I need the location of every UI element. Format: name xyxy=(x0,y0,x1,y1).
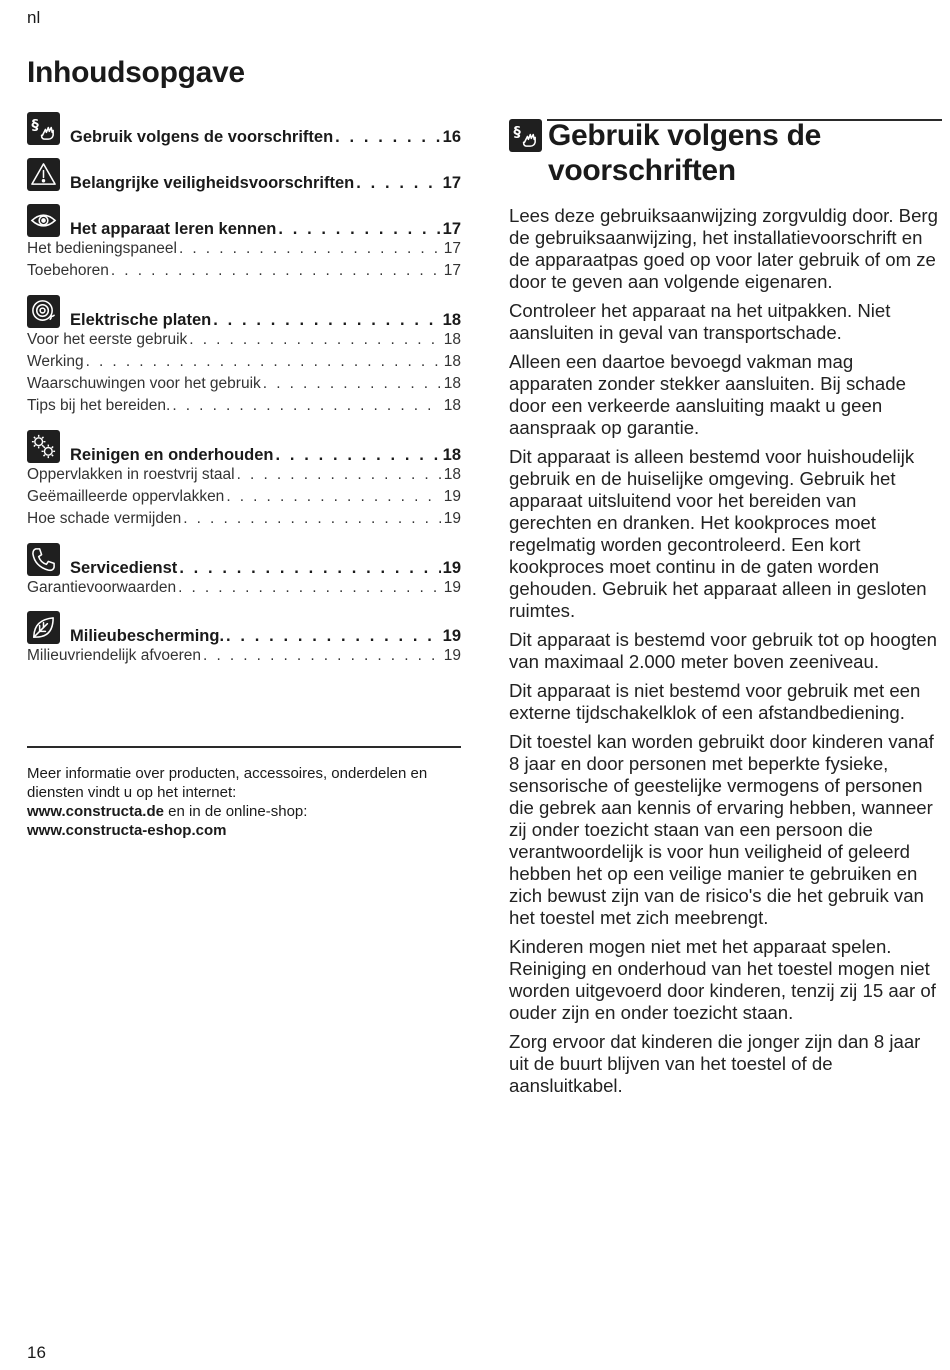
toc-subentry[interactable] xyxy=(27,510,461,532)
toc-subentry-label: Het bedieningspaneel xyxy=(27,240,177,257)
section-hand-icon xyxy=(27,112,60,145)
toc-subentry[interactable] xyxy=(27,647,461,669)
toc-subentry-label: Hoe schade vermijden xyxy=(27,510,182,528)
toc-heading-entry[interactable] xyxy=(27,158,461,194)
toc-subentry-label: Waarschuwingen voor het gebruik xyxy=(27,375,261,393)
toc-leader-dots xyxy=(179,559,440,578)
leaf-icon xyxy=(27,611,60,644)
body-paragraph: Lees deze gebruiksaanwijzing zorgvuldig door. Berg de gebruiksaanwijzing, het installatievoorschrift en de apparaatpas goed op voor later gebruik of om ze door te geven aan volgende eigenaren. xyxy=(509,205,938,293)
section-title-text: Gebruik volgens de voorschriften xyxy=(548,119,822,187)
toc-page-number: 17 xyxy=(443,240,461,257)
toc-heading-entry[interactable] xyxy=(27,430,461,466)
toc-subentry-label: Milieuvriendelijk afvoeren xyxy=(27,646,202,664)
toc-leader-dots xyxy=(179,240,442,258)
svg-text:§: § xyxy=(31,117,39,134)
toc-subentry-label: Oppervlakken in roestvrij staal xyxy=(27,465,235,483)
body-paragraph: Zorg ervoor dat kinderen die jonger zijn dan 8 jaar uit de buurt blijven van het toestel of de aansluitkabel. xyxy=(509,1031,921,1097)
toc-leader-dots xyxy=(276,446,441,465)
toc-subentry-label: Toebehoren xyxy=(27,262,109,280)
footer-mid-text: en in de online-shop: xyxy=(168,803,308,820)
toc-subentry[interactable] xyxy=(27,397,461,419)
section-body xyxy=(509,205,941,1104)
toc-page-number: 19 xyxy=(442,626,461,645)
toc-section xyxy=(27,158,461,194)
toc-section xyxy=(27,112,461,148)
toc-leader-dots xyxy=(213,311,440,330)
footer-divider xyxy=(27,746,461,748)
table-of-contents xyxy=(27,112,461,679)
footer-info-text: Meer informatie over producten, accessoires, onderdelen en diensten vindt u op het internet: xyxy=(27,765,428,801)
toc-subentry-label: Garantievoorwaarden xyxy=(27,578,177,596)
section-hand-icon xyxy=(509,119,542,152)
toc-subentry[interactable] xyxy=(27,262,461,284)
toc-subentry[interactable] xyxy=(27,375,461,397)
svg-text:§: § xyxy=(513,124,521,141)
toc-heading-label: Reinigen en onderhouden xyxy=(70,445,274,464)
toc-page-number: 17 xyxy=(442,220,461,238)
toc-heading-label: Servicedienst xyxy=(70,558,178,577)
toc-page-number: 18 xyxy=(443,330,461,348)
toc-heading-entry[interactable] xyxy=(27,204,461,240)
toc-leader-dots xyxy=(356,174,440,193)
toc-page-number: 18 xyxy=(443,465,461,483)
toc-leader-dots xyxy=(278,220,440,239)
toc-page-number: 18 xyxy=(442,445,461,464)
toc-page-number: 19 xyxy=(442,558,461,577)
body-paragraph: Controleer het apparaat na het uitpakken. Niet aansluiten in geval van transportschade. xyxy=(509,299,891,344)
toc-heading-entry[interactable] xyxy=(27,543,461,579)
toc-subentry[interactable] xyxy=(27,488,461,510)
footer-info xyxy=(27,764,461,840)
toc-section xyxy=(27,295,461,420)
toc-subentry-label: Werking xyxy=(27,352,84,370)
section-title xyxy=(548,118,950,188)
footer-link-constructa[interactable]: www.constructa.de xyxy=(27,803,164,820)
toc-heading-entry[interactable] xyxy=(27,295,461,331)
toc-leader-dots xyxy=(263,375,442,393)
toc-leader-dots xyxy=(226,488,441,506)
toc-page-number: 19 xyxy=(443,646,461,664)
toc-page-number: 17 xyxy=(443,262,461,280)
toc-subentry[interactable] xyxy=(27,579,461,601)
toc-subentry[interactable] xyxy=(27,353,461,375)
phone-icon xyxy=(27,543,60,576)
toc-leader-dots xyxy=(111,262,442,280)
cleaning-gear-icon xyxy=(27,430,60,463)
toc-page-number: 16 xyxy=(442,128,461,146)
toc-leader-dots xyxy=(183,510,442,528)
toc-heading-label: Gebruik volgens de voorschriften xyxy=(70,128,334,146)
toc-section xyxy=(27,543,461,601)
toc-page-number: 19 xyxy=(443,510,461,528)
toc-page-number: 18 xyxy=(443,397,461,415)
toc-title: Inhoudsopgave xyxy=(27,56,245,89)
toc-page-number: 17 xyxy=(442,174,461,192)
language-code: nl xyxy=(27,8,41,27)
toc-subentry-label: Geëmailleerde oppervlakken xyxy=(27,488,225,506)
warning-triangle-icon xyxy=(27,158,60,191)
toc-heading-entry[interactable] xyxy=(27,112,461,148)
toc-page-number: 18 xyxy=(442,310,461,329)
body-paragraph: Kinderen mogen niet met het apparaat spelen. Reiniging en onderhoud van het toestel mogen niet worden uitgevoerd door kinderen, tenzij zij 15 aar of ouder zijn en onder toezicht staan. xyxy=(509,936,936,1024)
toc-section xyxy=(27,430,461,533)
eye-icon xyxy=(27,204,60,237)
body-paragraph: Dit toestel kan worden gebruikt door kinderen vanaf 8 jaar en door personen met beperkte fysieke, sensorische of geestelijke vermogens of personen die gebrek aan kennis of ervaring hebben, wanneer zij onder toezicht staan van een persoon die verantwoordelijk is voor hun veiligheid of geleerd hebben het op een veilige manier te gebruiken en zich bewust zijn van de risico's die het gebruik van het toestel met zich meebrengt. xyxy=(509,730,934,929)
toc-leader-dots xyxy=(178,579,442,597)
toc-page-number: 19 xyxy=(443,578,461,596)
hotplate-icon xyxy=(27,295,60,328)
toc-subentry[interactable] xyxy=(27,466,461,488)
toc-leader-dots xyxy=(172,397,441,415)
toc-leader-dots xyxy=(189,331,441,349)
toc-leader-dots xyxy=(203,647,442,665)
toc-subentry[interactable] xyxy=(27,240,461,262)
toc-heading-label: Het apparaat leren kennen xyxy=(70,220,277,238)
toc-page-number: 18 xyxy=(443,352,461,370)
toc-leader-dots xyxy=(335,128,440,147)
body-paragraph: Dit apparaat is niet bestemd voor gebruik met een externe tijdschakelklok of een afstandbediening. xyxy=(509,679,921,723)
toc-section xyxy=(27,611,461,669)
toc-subentry-label: Tips bij het bereiden. xyxy=(27,397,171,415)
page-number: 16 xyxy=(27,1343,46,1362)
toc-heading-entry[interactable] xyxy=(27,611,461,647)
toc-heading-label: Belangrijke veiligheidsvoorschriften xyxy=(70,174,355,192)
toc-page-number: 18 xyxy=(443,375,461,393)
toc-heading-label: Elektrische platen xyxy=(70,310,212,329)
body-paragraph: Dit apparaat is alleen bestemd voor huishoudelijk gebruik en de huiselijke omgeving. Gebruik het apparaat uitsluitend voor het bereiden van gerechten en dranken. Het kookproces moet regelmatig worden gecontroleerd. Een kort kookproces moet continu in de gaten worden gehouden. Gebruik het apparaat alleen in gesloten ruimtes. xyxy=(509,445,927,622)
toc-leader-dots xyxy=(237,466,442,484)
toc-subentry[interactable] xyxy=(27,331,461,353)
body-paragraph: Alleen een daartoe bevoegd vakman mag apparaten zonder stekker aansluiten. Bij schade door een verkeerde aansluiting maakt u geen aanspraak op garantie. xyxy=(509,350,906,439)
toc-page-number: 19 xyxy=(443,488,461,506)
body-paragraph: Dit apparaat is bestemd voor gebruik tot op hoogten van maximaal 2.000 meter boven zeeniveau. xyxy=(509,629,937,673)
toc-leader-dots xyxy=(226,627,441,646)
toc-heading-label: Milieubescherming. xyxy=(70,626,225,645)
toc-leader-dots xyxy=(86,353,442,371)
toc-section xyxy=(27,204,461,285)
toc-subentry-label: Voor het eerste gebruik xyxy=(27,330,188,348)
footer-link-eshop[interactable]: www.constructa-eshop.com xyxy=(27,822,227,839)
